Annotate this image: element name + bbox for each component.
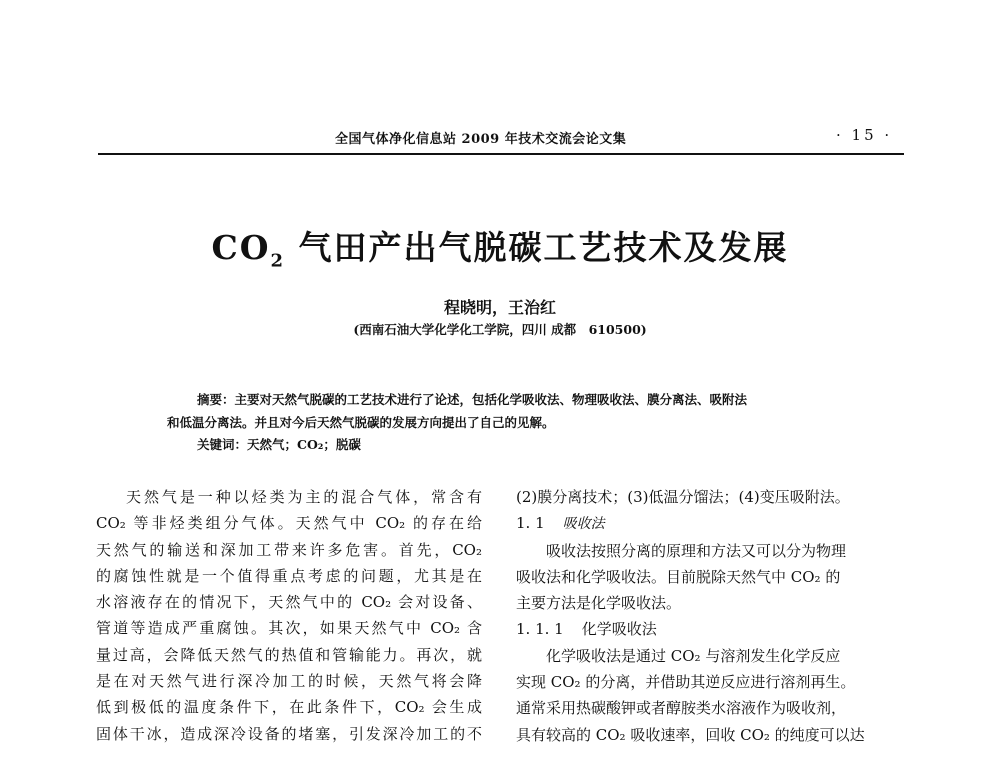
body-line: 化学吸收法是通过 CO₂ 与溶剂发生化学反应 [546,646,841,665]
section-heading-1-1: 1. 1 吸收法 [516,514,605,533]
body-line: 吸收法和化学吸收法。目前脱除天然气中 CO₂ 的 [516,567,841,586]
keywords: 关键词：天然气；CO₂；脱碳 [197,437,361,452]
body-line: 量过高，会降低天然气的热值和管输能力。再次，就 [96,645,482,664]
body-line: (2)膜分离技术；(3)低温分馏法；(4)变压吸附法。 [516,488,850,506]
authors: 程晓明，王治红 [443,298,556,317]
body-line: 通常采用热碳酸钾或者醇胺类水溶液作为吸收剂， [516,699,847,718]
body-line: 水溶液存在的情况下，天然气中的 CO₂ 会对设备、 [96,593,482,612]
body-line: 的腐蚀性就是一个值得重点考虑的问题，尤其是在 [96,566,482,585]
article-title: $CO_2$ 气田产出气脱碳工艺技术及发展 [211,228,789,272]
affiliation: (西南石油大学化学化工学院，四川 成都 610500) [353,322,647,337]
header-rule [98,153,904,155]
body-line: 天然气是一种以烃类为主的混合气体，常含有 [126,488,482,506]
left-column [96,484,482,747]
right-column [516,484,902,748]
running-title: 全国气体净化信息站 2009 年技术交流会论文集 [335,132,627,147]
abstract-line: 和低温分离法。并且对今后天然气脱碳的发展方向提出了自己的见解。 [167,415,555,430]
body-line: 是在对天然气进行深冷加工的时候，天然气将会降 [96,672,482,691]
body-line: 固体干冰，造成深冷设备的堵塞，引发深冷加工的不 [96,724,482,743]
page-number: · 15 · [836,126,893,144]
abstract [167,388,847,434]
body-line: 具有较高的 CO₂ 吸收速率，回收 CO₂ 的纯度可以达 [516,725,865,744]
body-line: 实现 CO₂ 的分离，并借助其逆反应进行溶剂再生。 [516,673,856,692]
body-line: CO₂ 等非烃类组分气体。天然气中 CO₂ 的存在给 [96,514,482,533]
body-line: 低到极低的温度条件下，在此条件下，CO₂ 会生成 [96,698,482,717]
body-line: 吸收法按照分离的原理和方法又可以分为物理 [546,541,847,560]
abstract-line: 摘要：主要对天然气脱碳的工艺技术进行了论述，包括化学吸收法、物理吸收法、膜分离法、吸附法 [197,392,748,407]
body-line: 管道等造成严重腐蚀。其次，如果天然气中 CO₂ 含 [96,619,482,638]
body-line: 天然气的输送和深加工带来许多危害。首先，CO₂ [96,540,482,559]
section-heading-1-1-1: 1. 1. 1 化学吸收法 [516,620,657,639]
body-line: 主要方法是化学吸收法。 [516,594,682,613]
